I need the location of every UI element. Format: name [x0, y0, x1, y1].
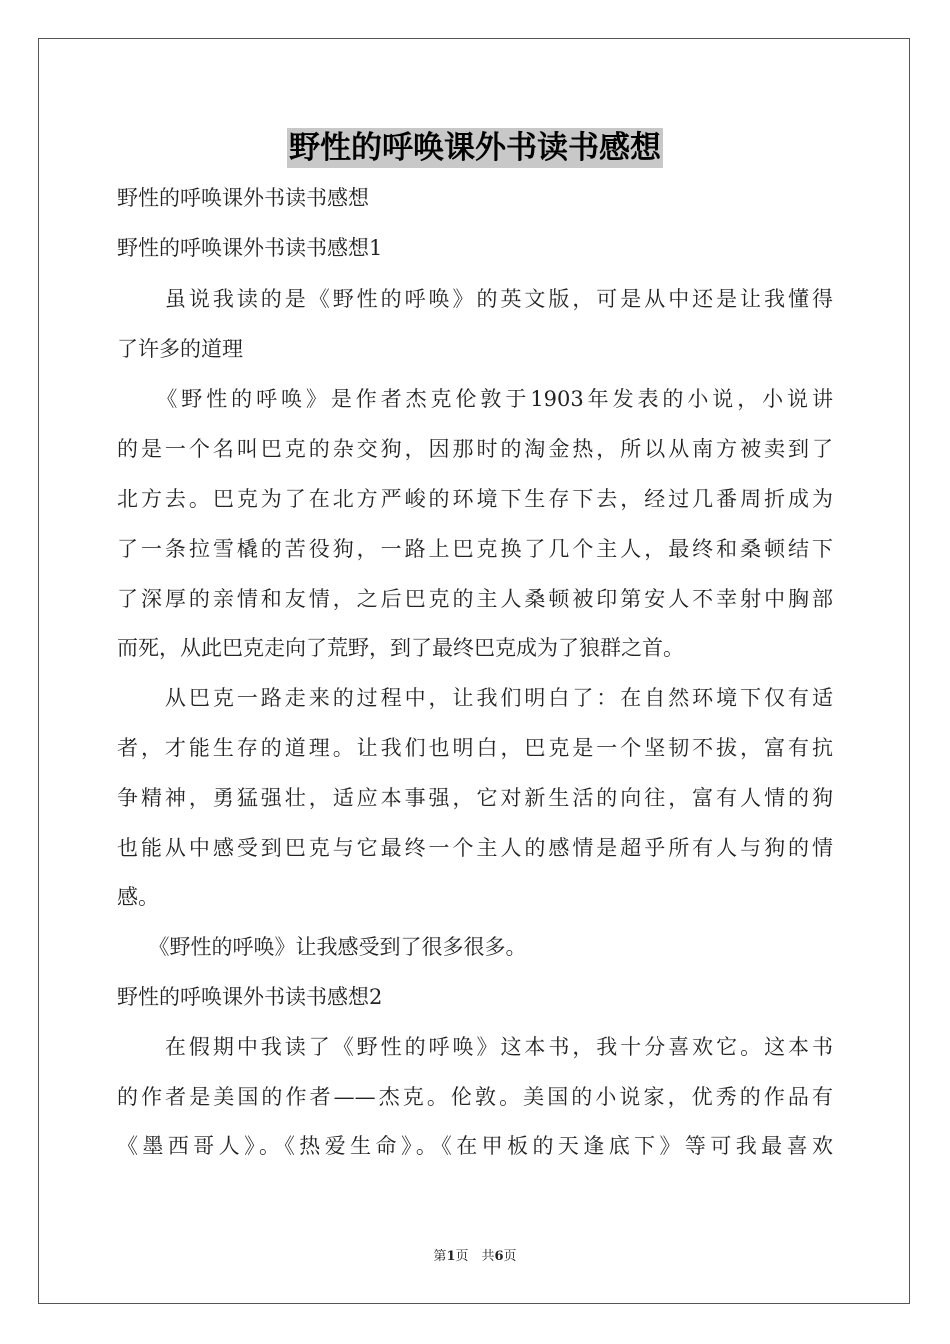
body-line: 野性的呼唤课外书读书感想 — [117, 186, 369, 210]
body-line: 北方去。巴克为了在北方严峻的环境下生存下去，经过几番周折成为 — [117, 487, 833, 511]
body-line: 争精神，勇猛强壮，适应本事强，它对新生活的向往，富有人情的狗 — [117, 786, 833, 810]
body-line: 了许多的道理 — [117, 337, 243, 361]
body-line: 《墨西哥人》。《热爱生命》。《在甲板的天逢底下》等可我最喜欢 — [117, 1134, 833, 1158]
page-footer — [0, 1245, 950, 1264]
body-line: 了一条拉雪橇的苦役狗，一路上巴克换了几个主人，最终和桑顿结下 — [117, 537, 833, 561]
page-border — [38, 38, 910, 1304]
body-line: 感。 — [117, 885, 159, 909]
footer-page-suffix: 页 — [503, 1249, 517, 1264]
body-line: 从巴克一路走来的过程中，让我们明白了：在自然环境下仅有适 — [117, 686, 833, 710]
body-line: 的作者是美国的作者——杰克。伦敦。美国的小说家，优秀的作品有 — [117, 1085, 833, 1109]
body-line: 的是一个名叫巴克的杂交狗，因那时的淘金热，所以从南方被卖到了 — [117, 437, 833, 461]
body-line: 也能从中感受到巴克与它最终一个主人的感情是超乎所有人与狗的情 — [117, 836, 833, 860]
body-line: 野性的呼唤课外书读书感想1 — [117, 236, 383, 260]
body-line: 而死，从此巴克走向了荒野，到了最终巴克成为了狼群之首。 — [117, 636, 684, 660]
body-line: 在假期中我读了《野性的呼唤》这本书，我十分喜欢它。这本书 — [117, 1035, 833, 1059]
footer-page-current: 1 — [446, 1249, 456, 1264]
body-line: 《野性的呼唤》让我感受到了很多很多。 — [117, 935, 527, 959]
body-line: 者，才能生存的道理。让我们也明白，巴克是一个坚韧不拔，富有抗 — [117, 736, 833, 760]
body-line: 《野性的呼唤》是作者杰克伦敦于1903年发表的小说，小说讲 — [117, 387, 833, 411]
document-title: 野性的呼唤课外书读书感想 — [289, 130, 661, 166]
footer-page-prefix: 第 — [433, 1249, 447, 1264]
footer-page-mid: 页 共 — [455, 1249, 495, 1264]
title-wrap — [0, 128, 950, 168]
body-line: 虽说我读的是《野性的呼唤》的英文版，可是从中还是让我懂得 — [117, 287, 833, 311]
body-line: 野性的呼唤课外书读书感想2 — [117, 985, 383, 1009]
footer-page-total: 6 — [494, 1249, 504, 1264]
body-line: 了深厚的亲情和友情，之后巴克的主人桑顿被印第安人不幸射中胸部 — [117, 587, 833, 611]
